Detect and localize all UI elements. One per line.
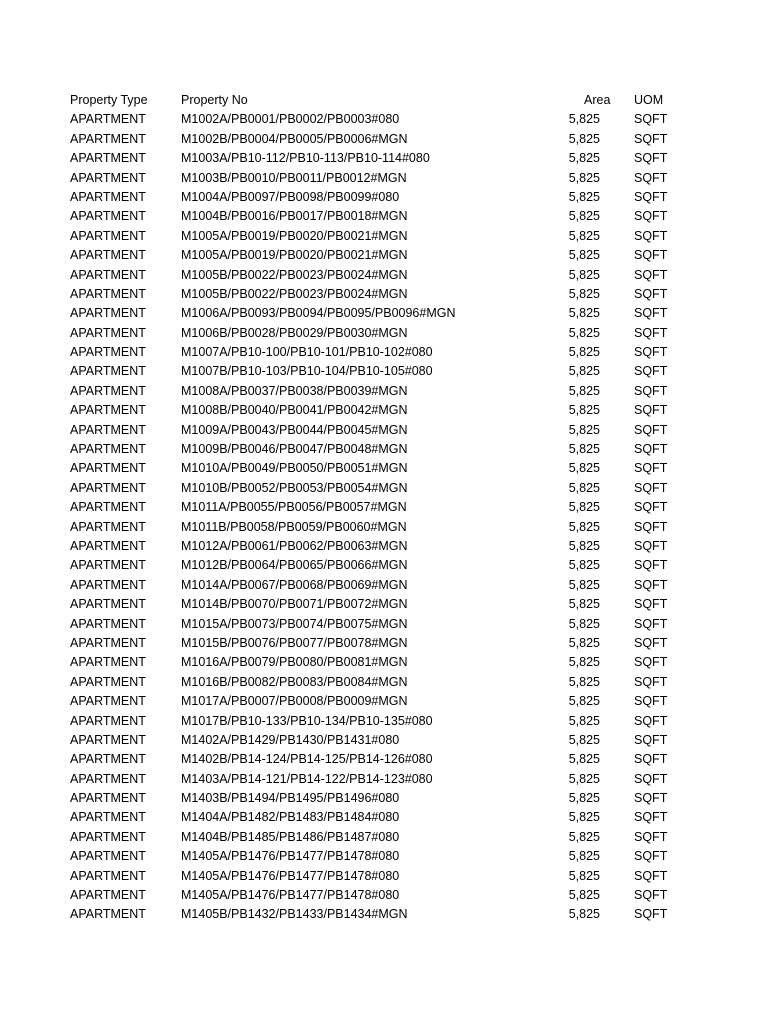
cell-area: 5,825	[568, 616, 600, 631]
cell-uom: SQFT	[634, 364, 668, 379]
cell-property-type: APARTMENT	[70, 306, 146, 321]
cell-property-type: APARTMENT	[70, 752, 146, 767]
table-row	[70, 731, 670, 750]
cell-property-no: M1017B/PB10-133/PB10-134/PB10-135#080	[181, 713, 433, 728]
cell-property-type: APARTMENT	[70, 732, 146, 747]
cell-property-no: M1403B/PB1494/PB1495/PB1496#080	[181, 791, 400, 806]
cell-area: 5,825	[568, 635, 600, 650]
cell-property-no: M1010B/PB0052/PB0053/PB0054#MGN	[181, 480, 408, 495]
cell-area: 5,825	[568, 364, 600, 379]
cell-area: 5,825	[568, 325, 600, 340]
cell-property-no: M1005A/PB0019/PB0020/PB0021#MGN	[181, 248, 408, 263]
cell-property-type: APARTMENT	[70, 868, 146, 883]
cell-area: 5,825	[568, 112, 600, 127]
cell-area: 5,825	[568, 500, 600, 515]
table-row	[70, 110, 670, 129]
cell-uom: SQFT	[634, 694, 668, 709]
cell-area: 5,825	[568, 267, 600, 282]
cell-uom: SQFT	[634, 907, 668, 922]
cell-property-type: APARTMENT	[70, 713, 146, 728]
cell-uom: SQFT	[634, 791, 668, 806]
cell-property-no: M1404A/PB1482/PB1483/PB1484#080	[181, 810, 400, 825]
header-property-no: Property No	[181, 93, 248, 107]
cell-property-type: APARTMENT	[70, 791, 146, 806]
cell-property-no: M1004A/PB0097/PB0098/PB0099#080	[181, 189, 400, 204]
cell-property-no: M1009B/PB0046/PB0047/PB0048#MGN	[181, 442, 408, 457]
cell-area: 5,825	[568, 345, 600, 360]
table-row	[70, 867, 670, 886]
cell-uom: SQFT	[634, 635, 668, 650]
cell-property-no: M1017A/PB0007/PB0008/PB0009#MGN	[181, 694, 408, 709]
cell-property-type: APARTMENT	[70, 403, 146, 418]
cell-uom: SQFT	[634, 112, 668, 127]
cell-area: 5,825	[568, 461, 600, 476]
cell-uom: SQFT	[634, 131, 668, 146]
cell-uom: SQFT	[634, 228, 668, 243]
cell-uom: SQFT	[634, 286, 668, 301]
table-row	[70, 343, 670, 362]
cell-uom: SQFT	[634, 597, 668, 612]
cell-property-type: APARTMENT	[70, 461, 146, 476]
table-row	[70, 227, 670, 246]
table-row	[70, 459, 670, 478]
cell-uom: SQFT	[634, 248, 668, 263]
table-row	[70, 750, 670, 769]
cell-area: 5,825	[568, 403, 600, 418]
table-row	[70, 401, 670, 420]
table-row	[70, 847, 670, 866]
cell-property-type: APARTMENT	[70, 674, 146, 689]
cell-property-no: M1007B/PB10-103/PB10-104/PB10-105#080	[181, 364, 433, 379]
table-row	[70, 808, 670, 827]
cell-property-no: M1002B/PB0004/PB0005/PB0006#MGN	[181, 131, 408, 146]
cell-property-type: APARTMENT	[70, 771, 146, 786]
table-row	[70, 285, 670, 304]
header-property-type: Property Type	[70, 93, 148, 107]
cell-area: 5,825	[568, 422, 600, 437]
cell-property-type: APARTMENT	[70, 500, 146, 515]
table-row	[70, 576, 670, 595]
table-row	[70, 828, 670, 847]
cell-area: 5,825	[568, 286, 600, 301]
header-area: Area	[584, 93, 611, 107]
cell-uom: SQFT	[634, 325, 668, 340]
table-row	[70, 324, 670, 343]
cell-uom: SQFT	[634, 480, 668, 495]
cell-property-no: M1402B/PB14-124/PB14-125/PB14-126#080	[181, 752, 433, 767]
cell-uom: SQFT	[634, 422, 668, 437]
table-row	[70, 789, 670, 808]
cell-property-type: APARTMENT	[70, 209, 146, 224]
cell-property-type: APARTMENT	[70, 267, 146, 282]
cell-property-type: APARTMENT	[70, 849, 146, 864]
cell-property-type: APARTMENT	[70, 635, 146, 650]
cell-property-no: M1405A/PB1476/PB1477/PB1478#080	[181, 888, 400, 903]
cell-property-no: M1405B/PB1432/PB1433/PB1434#MGN	[181, 907, 408, 922]
cell-property-type: APARTMENT	[70, 577, 146, 592]
table-row	[70, 770, 670, 789]
cell-area: 5,825	[568, 209, 600, 224]
cell-area: 5,825	[568, 694, 600, 709]
cell-property-no: M1006A/PB0093/PB0094/PB0095/PB0096#MGN	[181, 306, 456, 321]
cell-property-no: M1010A/PB0049/PB0050/PB0051#MGN	[181, 461, 408, 476]
cell-property-no: M1404B/PB1485/PB1486/PB1487#080	[181, 829, 400, 844]
table-row	[70, 595, 670, 614]
cell-property-no: M1005B/PB0022/PB0023/PB0024#MGN	[181, 267, 408, 282]
cell-uom: SQFT	[634, 442, 668, 457]
cell-property-no: M1015B/PB0076/PB0077/PB0078#MGN	[181, 635, 408, 650]
header-uom: UOM	[634, 93, 664, 107]
cell-area: 5,825	[568, 771, 600, 786]
table-row	[70, 905, 670, 924]
cell-property-type: APARTMENT	[70, 907, 146, 922]
cell-property-no: M1015A/PB0073/PB0074/PB0075#MGN	[181, 616, 408, 631]
cell-property-no: M1403A/PB14-121/PB14-122/PB14-123#080	[181, 771, 433, 786]
cell-property-no: M1009A/PB0043/PB0044/PB0045#MGN	[181, 422, 408, 437]
table-row	[70, 382, 670, 401]
cell-uom: SQFT	[634, 616, 668, 631]
cell-area: 5,825	[568, 306, 600, 321]
cell-property-type: APARTMENT	[70, 480, 146, 495]
table-row	[70, 207, 670, 226]
cell-uom: SQFT	[634, 868, 668, 883]
cell-property-no: M1007A/PB10-100/PB10-101/PB10-102#080	[181, 345, 433, 360]
table-row	[70, 149, 670, 168]
table-row	[70, 130, 670, 149]
cell-property-no: M1003B/PB0010/PB0011/PB0012#MGN	[181, 170, 407, 185]
cell-area: 5,825	[568, 713, 600, 728]
cell-property-type: APARTMENT	[70, 616, 146, 631]
cell-area: 5,825	[568, 810, 600, 825]
cell-uom: SQFT	[634, 829, 668, 844]
cell-property-type: APARTMENT	[70, 519, 146, 534]
table-row	[70, 188, 670, 207]
cell-property-no: M1002A/PB0001/PB0002/PB0003#080	[181, 112, 400, 127]
cell-uom: SQFT	[634, 577, 668, 592]
cell-property-type: APARTMENT	[70, 829, 146, 844]
cell-area: 5,825	[568, 674, 600, 689]
cell-uom: SQFT	[634, 461, 668, 476]
table-row	[70, 615, 670, 634]
cell-property-no: M1004B/PB0016/PB0017/PB0018#MGN	[181, 209, 408, 224]
cell-uom: SQFT	[634, 383, 668, 398]
cell-property-no: M1008A/PB0037/PB0038/PB0039#MGN	[181, 383, 408, 398]
cell-area: 5,825	[568, 732, 600, 747]
cell-property-no: M1005B/PB0022/PB0023/PB0024#MGN	[181, 286, 408, 301]
cell-area: 5,825	[568, 829, 600, 844]
cell-property-no: M1006B/PB0028/PB0029/PB0030#MGN	[181, 325, 408, 340]
cell-property-no: M1005A/PB0019/PB0020/PB0021#MGN	[181, 228, 408, 243]
cell-area: 5,825	[568, 752, 600, 767]
cell-property-type: APARTMENT	[70, 112, 146, 127]
cell-uom: SQFT	[634, 306, 668, 321]
table-row	[70, 479, 670, 498]
cell-area: 5,825	[568, 480, 600, 495]
cell-property-no: M1011B/PB0058/PB0059/PB0060#MGN	[181, 519, 407, 534]
cell-uom: SQFT	[634, 345, 668, 360]
cell-area: 5,825	[568, 170, 600, 185]
cell-property-no: M1008B/PB0040/PB0041/PB0042#MGN	[181, 403, 408, 418]
cell-uom: SQFT	[634, 189, 668, 204]
cell-area: 5,825	[568, 868, 600, 883]
cell-area: 5,825	[568, 907, 600, 922]
header-row	[70, 91, 670, 110]
cell-area: 5,825	[568, 597, 600, 612]
cell-property-type: APARTMENT	[70, 538, 146, 553]
cell-property-type: APARTMENT	[70, 131, 146, 146]
cell-uom: SQFT	[634, 538, 668, 553]
table-row	[70, 440, 670, 459]
cell-uom: SQFT	[634, 888, 668, 903]
cell-property-type: APARTMENT	[70, 325, 146, 340]
cell-uom: SQFT	[634, 655, 668, 670]
table-row	[70, 518, 670, 537]
cell-property-type: APARTMENT	[70, 558, 146, 573]
cell-property-type: APARTMENT	[70, 248, 146, 263]
cell-property-no: M1016A/PB0079/PB0080/PB0081#MGN	[181, 655, 408, 670]
cell-area: 5,825	[568, 558, 600, 573]
cell-property-type: APARTMENT	[70, 422, 146, 437]
cell-property-no: M1012B/PB0064/PB0065/PB0066#MGN	[181, 558, 408, 573]
cell-property-type: APARTMENT	[70, 364, 146, 379]
cell-property-type: APARTMENT	[70, 597, 146, 612]
cell-area: 5,825	[568, 577, 600, 592]
table-row	[70, 266, 670, 285]
cell-property-type: APARTMENT	[70, 888, 146, 903]
cell-uom: SQFT	[634, 732, 668, 747]
cell-property-no: M1014A/PB0067/PB0068/PB0069#MGN	[181, 577, 408, 592]
table-row	[70, 712, 670, 731]
cell-uom: SQFT	[634, 558, 668, 573]
table-row	[70, 653, 670, 672]
cell-property-type: APARTMENT	[70, 383, 146, 398]
cell-area: 5,825	[568, 131, 600, 146]
cell-area: 5,825	[568, 383, 600, 398]
cell-property-no: M1405A/PB1476/PB1477/PB1478#080	[181, 868, 400, 883]
table-row	[70, 304, 670, 323]
cell-property-type: APARTMENT	[70, 345, 146, 360]
table-row	[70, 362, 670, 381]
cell-area: 5,825	[568, 791, 600, 806]
table-row	[70, 556, 670, 575]
cell-uom: SQFT	[634, 170, 668, 185]
cell-area: 5,825	[568, 849, 600, 864]
cell-uom: SQFT	[634, 771, 668, 786]
table-row	[70, 886, 670, 905]
cell-property-type: APARTMENT	[70, 694, 146, 709]
cell-uom: SQFT	[634, 151, 668, 166]
cell-area: 5,825	[568, 189, 600, 204]
cell-area: 5,825	[568, 248, 600, 263]
cell-property-no: M1014B/PB0070/PB0071/PB0072#MGN	[181, 597, 408, 612]
table-row	[70, 421, 670, 440]
cell-property-no: M1402A/PB1429/PB1430/PB1431#080	[181, 732, 400, 747]
cell-uom: SQFT	[634, 209, 668, 224]
cell-property-no: M1011A/PB0055/PB0056/PB0057#MGN	[181, 500, 407, 515]
cell-property-no: M1016B/PB0082/PB0083/PB0084#MGN	[181, 674, 408, 689]
table-row	[70, 537, 670, 556]
cell-uom: SQFT	[634, 713, 668, 728]
cell-area: 5,825	[568, 151, 600, 166]
cell-uom: SQFT	[634, 752, 668, 767]
table-row	[70, 169, 670, 188]
cell-uom: SQFT	[634, 267, 668, 282]
cell-area: 5,825	[568, 888, 600, 903]
cell-property-no: M1405A/PB1476/PB1477/PB1478#080	[181, 849, 400, 864]
cell-property-type: APARTMENT	[70, 655, 146, 670]
cell-property-type: APARTMENT	[70, 151, 146, 166]
property-table	[70, 91, 670, 925]
cell-property-type: APARTMENT	[70, 286, 146, 301]
cell-area: 5,825	[568, 655, 600, 670]
cell-uom: SQFT	[634, 403, 668, 418]
table-body	[70, 110, 670, 924]
cell-property-no: M1003A/PB10-112/PB10-113/PB10-114#080	[181, 151, 430, 166]
cell-property-no: M1012A/PB0061/PB0062/PB0063#MGN	[181, 538, 408, 553]
table-row	[70, 498, 670, 517]
cell-area: 5,825	[568, 538, 600, 553]
cell-property-type: APARTMENT	[70, 170, 146, 185]
cell-area: 5,825	[568, 519, 600, 534]
cell-uom: SQFT	[634, 500, 668, 515]
cell-property-type: APARTMENT	[70, 442, 146, 457]
cell-uom: SQFT	[634, 810, 668, 825]
cell-property-type: APARTMENT	[70, 189, 146, 204]
table-row	[70, 634, 670, 653]
cell-uom: SQFT	[634, 849, 668, 864]
cell-area: 5,825	[568, 442, 600, 457]
cell-property-type: APARTMENT	[70, 228, 146, 243]
table-row	[70, 673, 670, 692]
cell-area: 5,825	[568, 228, 600, 243]
cell-uom: SQFT	[634, 519, 668, 534]
cell-uom: SQFT	[634, 674, 668, 689]
cell-property-type: APARTMENT	[70, 810, 146, 825]
table-row	[70, 246, 670, 265]
table-row	[70, 692, 670, 711]
